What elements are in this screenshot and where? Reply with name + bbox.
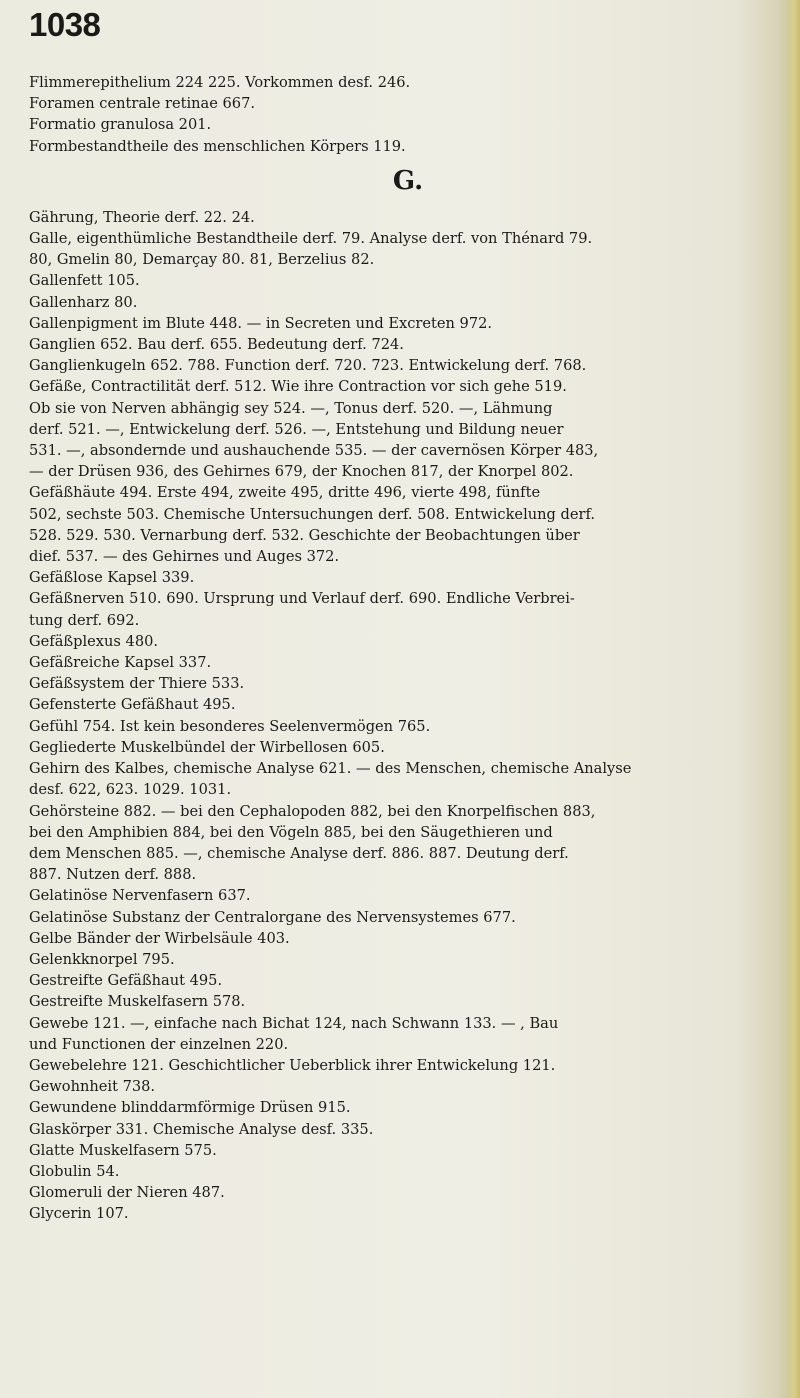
entry-continuation-line: Ob sie von Nerven abhängig sey 524. —, Tonus derf. 520. —, Lähmung (29, 399, 553, 417)
index-entry (29, 1119, 787, 1140)
index-entry (29, 673, 787, 694)
index-entry (29, 970, 787, 991)
entry-continuation-line: 531. —, absondernde und aushauchende 535. — der cavernösen Körper 483, (29, 442, 599, 460)
entry-continuation-line: und Functionen der einzelnen 220. (29, 1035, 289, 1053)
entry-line: Gefensterte Gefäßhaut 495. (29, 696, 236, 714)
entry-line: Gewebe 121. —, einfache nach Bichat 124, nach Schwann 133. — , Bau (29, 1014, 559, 1032)
index-entry (29, 652, 787, 673)
entry-continuation-line: 528. 529. 530. Vernarbung derf. 532. Geschichte der Beobachtungen über (29, 526, 580, 544)
entry-line: Ganglienkugeln 652. 788. Function derf. 720. 723. Entwickelung derf. 768. (29, 357, 587, 375)
index-entry (29, 801, 787, 886)
entry-continuation-line: tung derf. 692. (29, 611, 140, 629)
index-entry (29, 737, 787, 758)
index-entry (29, 1161, 787, 1182)
entry-line: Glaskörper 331. Chemische Analyse desf. 335. (29, 1120, 374, 1138)
page-number: 1038 (29, 6, 101, 43)
entry-line: Gallenfett 105. (29, 272, 140, 290)
index-entry (29, 907, 787, 928)
index-entry (29, 1097, 787, 1118)
entry-line: Gefäßnerven 510. 690. Ursprung und Verlauf derf. 690. Endliche Verbrei- (29, 590, 575, 608)
entry-line: Gefäßlose Kapsel 339. (29, 569, 195, 587)
index-entry (29, 482, 787, 567)
index-entry (29, 1203, 787, 1224)
index-entry (29, 588, 787, 630)
entry-line: Gefäßplexus 480. (29, 632, 159, 650)
entry-line: Glomeruli der Nieren 487. (29, 1184, 225, 1202)
index-entry (29, 1055, 787, 1076)
index-entry (29, 1013, 787, 1055)
index-entry (29, 928, 787, 949)
entry-line: Glycerin 107. (29, 1205, 129, 1223)
entry-line: Gefühl 754. Ist kein besonderes Seelenvermögen 765. (29, 717, 431, 735)
entry-line: Gelenkknorpel 795. (29, 950, 175, 968)
entry-line: Gefäßhäute 494. Erste 494, zweite 495, dritte 496, vierte 498, fünfte (29, 484, 541, 502)
entry-continuation-line: 502, sechste 503. Chemische Untersuchungen derf. 508. Entwickelung derf. (29, 505, 595, 523)
entry-continuation-line: 80, Gmelin 80, Demarçay 80. 81, Berzelius 82. (29, 251, 375, 269)
section-heading-letter: G. (392, 165, 424, 196)
entry-line: Galle, eigenthümliche Bestandtheile derf. 79. Analyse derf. von Thénard 79. (29, 230, 593, 248)
section-g-entries (29, 207, 787, 1225)
entry-line: Gelatinöse Substanz der Centralorgane des Nervensystemes 677. (29, 908, 516, 926)
index-entry (29, 207, 787, 228)
entry-continuation-line: dem Menschen 885. —, chemische Analyse derf. 886. 887. Deutung derf. (29, 844, 569, 862)
index-entry (29, 355, 787, 376)
index-entry (29, 376, 787, 482)
index-entry (29, 694, 787, 715)
entry-line: Gehörsteine 882. — bei den Cephalopoden 882, bei den Knorpelfischen 883, (29, 802, 596, 820)
index-entry (29, 228, 787, 270)
entry-line: Gestreifte Gefäßhaut 495. (29, 972, 223, 990)
entry-continuation-line: desf. 622, 623. 1029. 1031. (29, 781, 232, 799)
index-entry (29, 270, 787, 291)
index-entry (29, 1182, 787, 1203)
entry-line: Gefäßsystem der Thiere 533. (29, 675, 245, 693)
entry-line: Globulin 54. (29, 1162, 120, 1180)
index-entry (29, 313, 787, 334)
index-entry (29, 334, 787, 355)
entry-line: Gehirn des Kalbes, chemische Analyse 621. — des Menschen, chemische Analyse (29, 760, 632, 778)
index-entry (29, 1076, 787, 1097)
index-entry: Flimmerepithelium 224 225. Vorkommen desf. 246. (29, 74, 411, 91)
index-entry: Formatio granulosa 201. (29, 116, 212, 134)
entry-line: Gewohnheit 738. (29, 1078, 156, 1096)
index-entry: Formbestandtheile des menschlichen Körpers 119. (29, 137, 406, 155)
entry-continuation-line: dief. 537. — des Gehirnes und Auges 372. (29, 548, 340, 566)
entry-line: Gallenpigment im Blute 448. — in Secreten und Excreten 972. (29, 314, 493, 332)
entry-line: Gewebelehre 121. Geschichtlicher Ueberblick ihrer Entwickelung 121. (29, 1056, 556, 1074)
entry-line: Gefäßreiche Kapsel 337. (29, 654, 212, 672)
entry-line: Gegliederte Muskelbündel der Wirbellosen 605. (29, 738, 385, 756)
index-entry (29, 949, 787, 970)
index-column (29, 72, 787, 1225)
entry-line: Glatte Muskelfasern 575. (29, 1141, 217, 1159)
entry-line: Gallenharz 80. (29, 293, 138, 311)
entry-line: Gelbe Bänder der Wirbelsäule 403. (29, 929, 290, 947)
entry-line: Gestreifte Muskelfasern 578. (29, 993, 246, 1011)
entry-line: Ganglien 652. Bau derf. 655. Bedeutung derf. 724. (29, 336, 404, 354)
page-edge-shadow (786, 0, 800, 1398)
index-entry (29, 567, 787, 588)
entry-line: Gewundene blinddarmförmige Drüsen 915. (29, 1099, 351, 1117)
entry-line: Gelatinöse Nervenfasern 637. (29, 887, 251, 905)
index-entry (29, 292, 787, 313)
entry-continuation-line: 887. Nutzen derf. 888. (29, 866, 197, 884)
entry-line: Gährung, Theorie derf. 22. 24. (29, 208, 255, 226)
index-entry: Foramen centrale retinae 667. (29, 95, 256, 113)
index-entry (29, 758, 787, 800)
index-entry (29, 885, 787, 906)
index-entry (29, 991, 787, 1012)
entry-continuation-line: — der Drüsen 936, des Gehirnes 679, der Knochen 817, der Knorpel 802. (29, 463, 574, 481)
entry-line: Gefäße, Contractilität derf. 512. Wie ihre Contraction vor sich gehe 519. (29, 378, 567, 396)
entry-continuation-line: bei den Amphibien 884, bei den Vögeln 885, bei den Säugethieren und (29, 823, 553, 841)
index-entry (29, 716, 787, 737)
index-entry (29, 1140, 787, 1161)
entry-continuation-line: derf. 521. —, Entwickelung derf. 526. —, Entstehung und Bildung neuer (29, 420, 564, 438)
index-entry (29, 631, 787, 652)
